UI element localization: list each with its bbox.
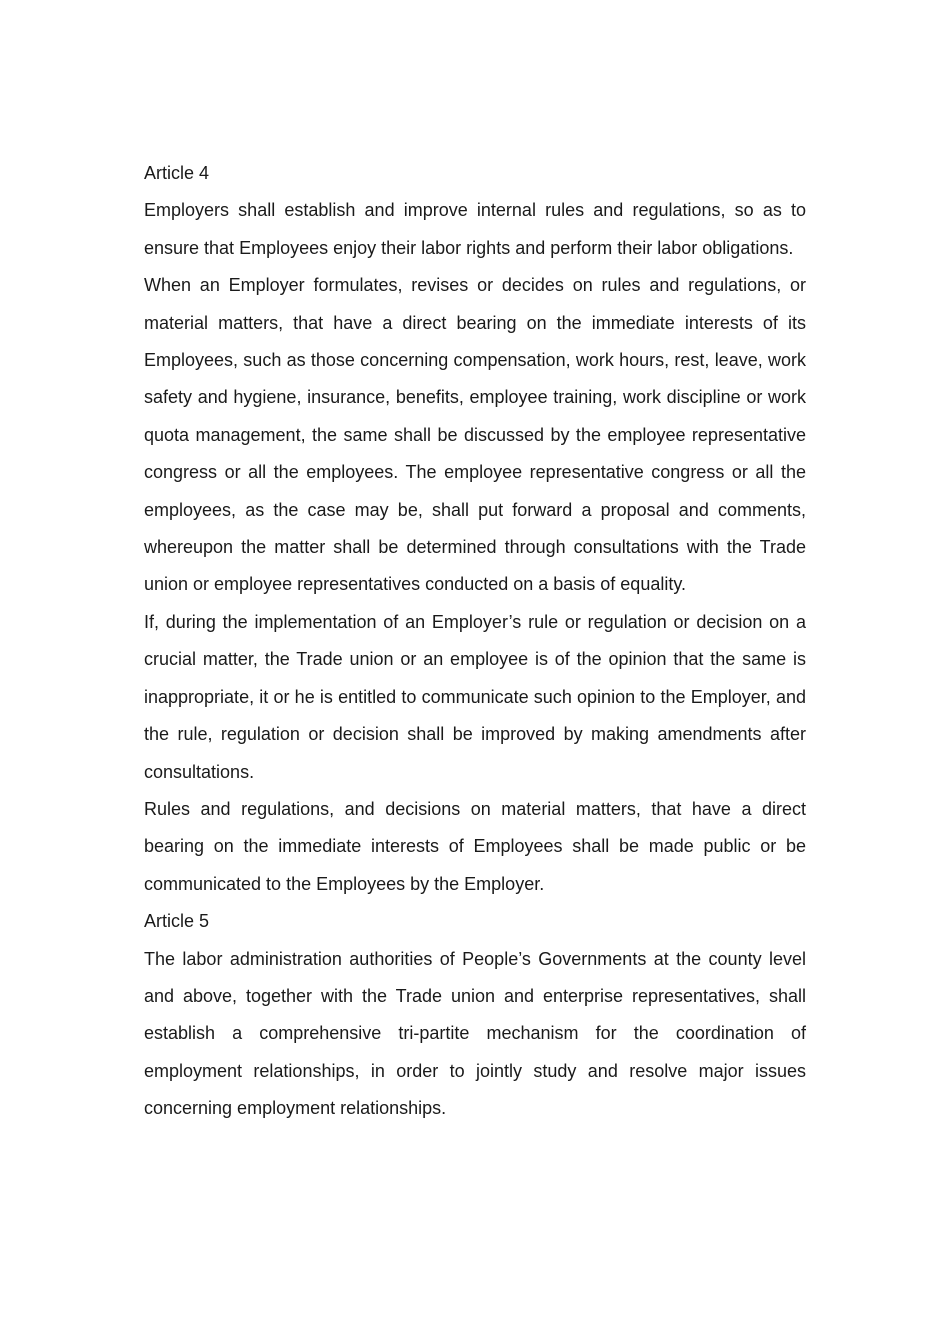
article-4-heading: Article 4 xyxy=(144,163,210,183)
article-4-paragraph-1: Employers shall establish and improve internal rules and regulations, so as to ensure that Employees enjoy their labor rights and perform their labor obligations. xyxy=(144,200,806,258)
document-page xyxy=(144,155,806,1128)
article-4-paragraph-4: Rules and regulations, and decisions on material matters, that have a direct bearing on the immediate interests of Employees shall be made public or be communicated to the Employees by the Employer. xyxy=(144,798,806,894)
article-5-heading: Article 5 xyxy=(144,911,210,932)
article-4-paragraph-2: When an Employer formulates, revises or decides on rules and regulations, or material matters, that have a direct bearing on the immediate interests of its Employees, such as those concerning compensation, work hours, rest, leave, work safety and hygiene, insurance, benefits, employee training, work discipline or work quota management, the same shall be discussed by the employee representative congress or all the employees. The employee representative congress or all the employees, as the case may be, shall put forward a proposal and comments, whereupon the matter shall be determined through consultations with the Trade union or employee representatives conducted on a basis of equality. xyxy=(144,275,806,595)
article-4-paragraph-3: If, during the implementation of an Employer’s rule or regulation or decision on a crucial matter, the Trade union or an employee is of the opinion that the same is inappropriate, it or he is entitled to communicate such opinion to the Employer, and the rule, regulation or decision shall be improved by making amendments after consultations. xyxy=(144,611,806,782)
article-5-paragraph-1: The labor administration authorities of People’s Governments at the county level and above, together with the Trade union and enterprise representatives, shall establish a comprehensive tri-partite mechanism for the coordination of employment relationships, in order to jointly study and resolve major issues concerning employment relationships. xyxy=(144,948,806,1119)
